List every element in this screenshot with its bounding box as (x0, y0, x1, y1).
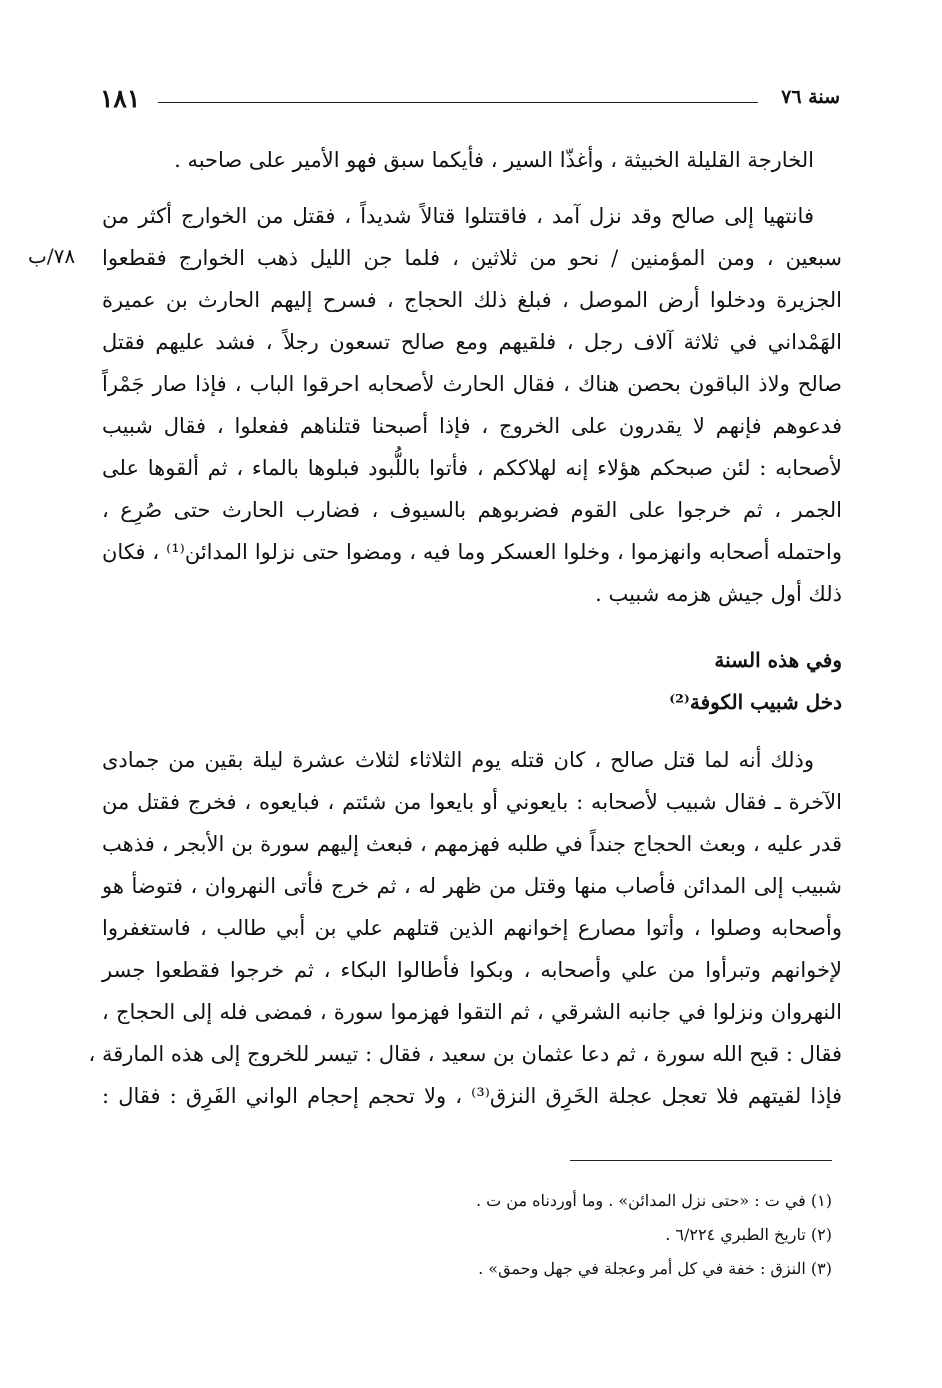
text-line: سبعين ، ومن المؤمنين / نحو من ثلاثين ، فلما جن الليل ذهب الخوارج فقطعوا (102, 246, 842, 270)
section-heading: دخل شبيب الكوفة⁽²⁾ (669, 690, 842, 714)
text-line: لإخوانهم وتبرأوا من علي وأصحابه ، وبكوا فأطالوا البكاء ، ثم خرجوا فقطعوا جسر (102, 958, 842, 982)
text-line: وذلك أنه لما قتل صالح ، كان قتله يوم الثلاثاء لثلاث عشرة ليلة بقين من جمادى (102, 748, 814, 772)
text-line: الجزيرة ودخلوا أرض الموصل ، فبلغ ذلك الحجاج ، فسرح إليهم الحارث بن عميرة (102, 288, 842, 312)
text-line: لأصحابه : لئن صبحكم هؤلاء إنه لهلاككم ، فأتوا باللُّبود فبلوها بالماء ، ثم ألقوها على (102, 456, 842, 480)
text-line: فدعوهم فإنهم لا يقدرون على الخروج ، فإذا أصبحنا قتلناهم ففعلوا ، فقال شبيب (102, 414, 842, 438)
section-heading: وفي هذه السنة (714, 648, 842, 672)
text-line: الهَمْداني في ثلاثة آلاف رجل ، فلقيهم ومع صالح تسعون رجلاً ، فشد عليهم فقتل (102, 330, 842, 354)
footnote: (٢) تاريخ الطبري ٦/٢٢٤ . (665, 1225, 832, 1244)
text-line: الجمر ، ثم خرجوا على القوم فضربوهم بالسيوف ، فضارب الحارث حتى صُرِع ، (102, 498, 842, 522)
page-number: ١٨١ (100, 84, 141, 113)
text-line: صالح ولاذ الباقون بحصن هناك ، فقال الحارث لأصحابه احرقوا الباب ، فإذا صار جَمْراً (102, 372, 842, 396)
page-header (100, 84, 840, 118)
text-line: فإذا لقيتهم فلا تعجل عجلة الخَرِق النزق⁽³⁾ ، ولا تحجم إحجام الواني الفَرِق : فقال : (102, 1084, 843, 1108)
margin-folio-note: ٧٨/ب (28, 244, 76, 268)
text-line: فانتهيا إلى صالح وقد نزل آمد ، فاقتتلوا قتالاً شديداً ، فقتل من الخوارج أكثر من (102, 204, 814, 228)
text-line: قدر عليه ، وبعث الحجاج جنداً في طلبه فهزمهم ، فبعث إليهم سورة بن الأبجر ، فذهب (102, 832, 842, 856)
footnote-rule (570, 1160, 832, 1161)
text-line: الآخرة ـ فقال شبيب لأصحابه : بايعوني أو بايعوا من شئتم ، فبايعوه ، فخرج فقتل من (102, 790, 842, 814)
footnote: (٣) النزق : خفة في كل أمر وعجلة في جهل وحمق» . (478, 1259, 832, 1278)
text-line: ذلك أول جيش هزمه شبيب . (595, 582, 842, 606)
text-line: وأصحابه وصلوا ، وأتوا مصارع إخوانهم الذين قتلهم علي بن أبي طالب ، فاستغفروا (102, 916, 842, 940)
text-line: فقال : قبح الله سورة ، ثم دعا عثمان بن سعيد ، فقال : تيسر للخروج إلى هذه المارقة ، (88, 1042, 842, 1066)
text-line: النهروان ونزلوا في جانبه الشرقي ، ثم التقوا فهزموا سورة ، فمضى فله إلى الحجاج ، (102, 1000, 842, 1024)
text-line: واحتمله أصحابه وانهزموا ، وخلوا العسكر وما فيه ، ومضوا حتى نزلوا المدائن⁽¹⁾ ، فكان (102, 540, 842, 564)
header-rule (158, 102, 758, 103)
text-line: شبيب إلى المدائن فأصاب منها وقتل من ظهر له ، ثم خرج فأتى النهروان ، فتوضأ هو (102, 874, 842, 898)
text-line: الخارجة القليلة الخبيثة ، وأغذّا السير ، فأيكما سبق فهو الأمير على صاحبه . (174, 148, 814, 172)
running-head-year: سنة ٧٦ (781, 86, 840, 108)
footnote: (١) في ت : «حتى نزل المدائن» . وما أوردناه من ت . (475, 1191, 832, 1210)
